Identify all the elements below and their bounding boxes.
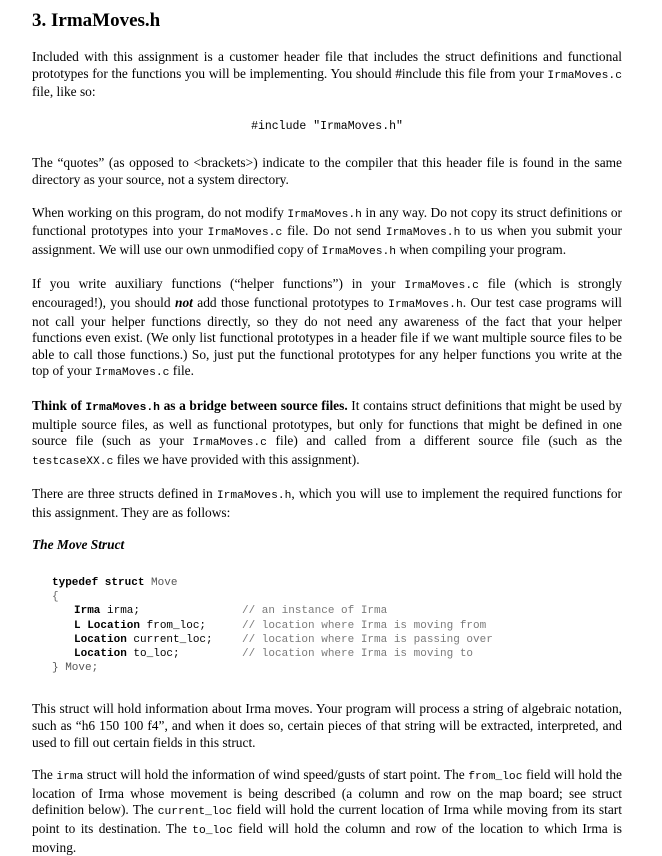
bridge-paragraph: Think of IrmaMoves.h as a bridge between source files. It contains struct definitions that might be used by multiple source files, as well as functional prototypes, but only for functions that might be defined in one source file (such as your IrmaMoves.c file) and called from a different source file (such as the testcaseXX.c files we have provided with this assignment). xyxy=(32,397,623,468)
inline-code: IrmaMoves.c xyxy=(547,69,622,82)
bridge-lead: Think of IrmaMoves.h as a bridge between source files. xyxy=(32,397,348,414)
code-line: Irma irma; // an instance of Irma xyxy=(74,605,388,618)
code-line: Location to_loc; // location where Irma is moving to xyxy=(74,648,474,660)
code-line: Location current_loc; // location where Irma is passing over xyxy=(74,633,493,646)
quotes-paragraph: The “quotes” (as opposed to <brackets>) indicate to the compiler that this header file is found in the same directory as your source, not a system directory. xyxy=(32,155,622,187)
section-title: IrmaMoves.h xyxy=(51,10,161,31)
inline-code: IrmaMoves.h xyxy=(388,298,463,311)
include-code-line: #include "IrmaMoves.h" xyxy=(251,119,403,133)
code-line: L Location from_loc; // location where Irma is moving from xyxy=(74,619,487,632)
code-line: } Move; xyxy=(52,662,99,675)
struct-description-paragraph: This struct will hold information about Irma moves. Your program will process a string of algebraic notation, such as “h6 150 100 f4”, and when it does so, certain pieces of that string will be extracted, interpreted, and used to fill out certain fields in this struct. xyxy=(32,701,622,750)
inline-code: IrmaMoves.c xyxy=(207,227,283,240)
inline-code: to_loc xyxy=(192,824,233,837)
section-heading xyxy=(32,10,622,32)
inline-code: IrmaMoves.h xyxy=(287,208,362,221)
code-block xyxy=(52,576,622,675)
inline-code: IrmaMoves.h xyxy=(216,490,292,503)
inline-code: irma xyxy=(56,771,84,784)
inline-code: current_loc xyxy=(157,806,233,819)
inline-code: IrmaMoves.c xyxy=(94,367,170,380)
inline-code: IrmaMoves.h xyxy=(385,227,461,240)
code-line: { xyxy=(52,591,59,604)
inline-code: from_loc xyxy=(468,771,523,784)
inline-code: IrmaMoves.c xyxy=(404,280,479,293)
intro-paragraph: Included with this assignment is a customer header file that includes the struct definitions and functional prototypes for the functions you will be implementing. You should #include this file from your IrmaMoves.c file, like so: xyxy=(32,49,622,100)
do-not-modify-paragraph: When working on this program, do not modify IrmaMoves.h in any way. Do not copy its struct definitions or functional prototypes into your IrmaMoves.c file. Do not send IrmaMoves.h to us when you submit your assignment. We will use our own unmodified copy of IrmaMoves.h when compiling your program. xyxy=(32,204,622,258)
section-number: 3. xyxy=(32,10,47,31)
helper-functions-paragraph: If you write auxiliary functions (“helper functions”) in your IrmaMoves.c file (which is strongly encouraged!), you should not add those functional prototypes to IrmaMoves.h. Our test case programs will not call your helper functions directly, so they do not need any awareness of the fact that your helper functions even exist. (We only list functional prototypes in a header file if we want multiple source files to be able to call those functions.) So, just put the functional prototypes for any helper functions you write at the top of your IrmaMoves.c file. xyxy=(32,276,623,380)
fields-description-paragraph: The irma struct will hold the information of wind speed/gusts of start point. The from_loc field will hold the location of Irma whose movement is being described (a column and row on the map board; see struct definition below). The current_loc field will hold the current location of Irma while moving from its start point to its destination. The to_loc field will hold the column and row of the location to which Irma is moving. xyxy=(32,767,622,855)
subheading-move-struct: The Move Struct xyxy=(32,537,125,553)
three-structs-paragraph: There are three structs defined in IrmaMoves.h, which you will use to implement the required functions for this assignment. They are as follows: xyxy=(32,486,622,520)
inline-code: testcaseXX.c xyxy=(32,455,114,468)
code-line: typedef struct Move xyxy=(52,577,178,590)
inline-code: IrmaMoves.c xyxy=(192,437,267,450)
emphasis-not: not xyxy=(175,294,193,310)
inline-code: IrmaMoves.h xyxy=(321,245,397,258)
